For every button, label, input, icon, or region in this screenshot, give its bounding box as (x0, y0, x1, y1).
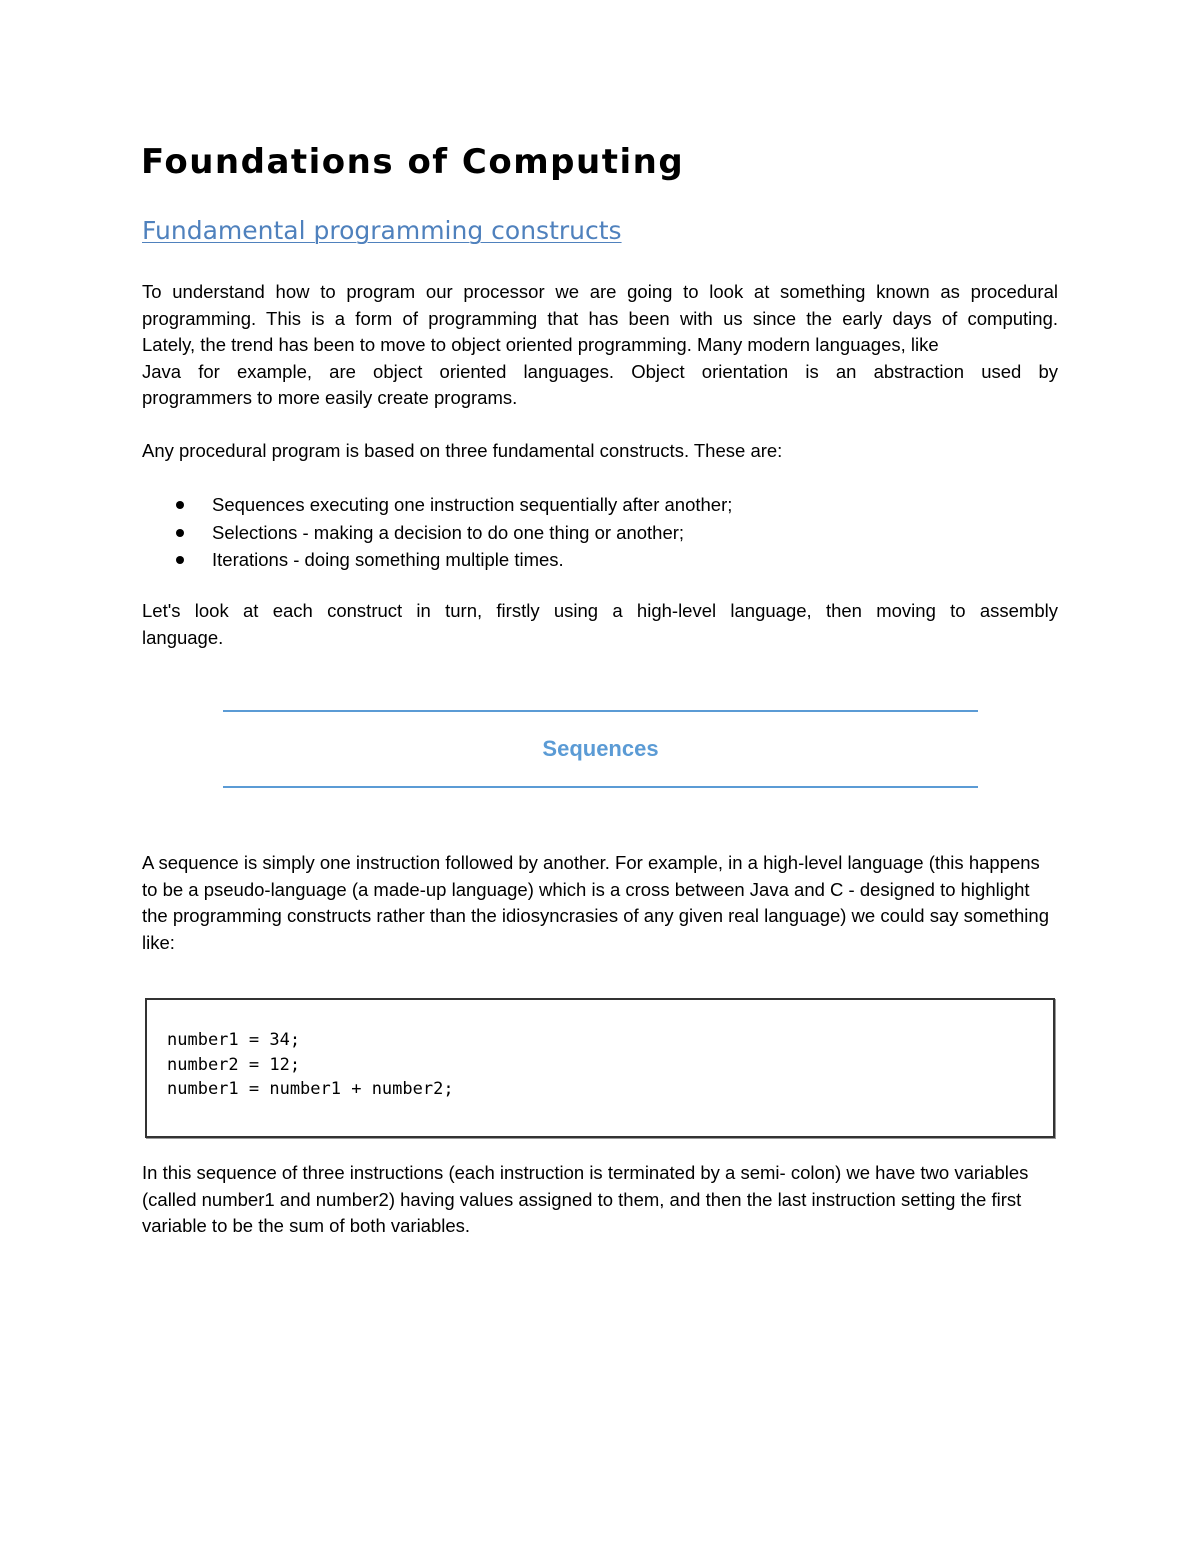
intro-line: Java for example, are object oriented languages. Object orientation is an abstraction used by (142, 360, 1058, 382)
section-divider-bottom (223, 786, 978, 788)
bullet-icon (176, 501, 184, 509)
intro-line: To understand how to program our processor we are going to look at something known as procedural (142, 281, 1058, 302)
code-line: number2 = 12; (167, 1054, 301, 1075)
page-title: Foundations of Computing (141, 142, 685, 182)
bullet-icon (176, 529, 184, 537)
list-item (142, 491, 732, 519)
list-item (142, 546, 732, 574)
explanation-line: setting the first variable to be the sum of both variables. (142, 1188, 1022, 1237)
sequence-line: to highlight the programming constructs rather than the idiosyncrasies of any given real language) we (142, 878, 1030, 927)
subtitle-heading: Fundamental programming constructs (142, 216, 622, 245)
constructs-list (142, 491, 732, 574)
explanation-paragraph (142, 1160, 1058, 1240)
section-heading: Sequences (542, 736, 659, 761)
sequence-line: happens to be a pseudo-language (a made-up language) which is a cross between Java and C - designed (142, 852, 1040, 900)
intro-line: programming. This is a form of programming that has been with us since the early days of computing. (142, 307, 1058, 329)
lead-in-line: Let's look at each construct in turn, firstly using a high-level language, then moving to assembly (142, 600, 1058, 621)
sequence-line: could say something like: (142, 905, 1049, 953)
explanation-line: In this sequence of three instructions (each instruction is terminated by a semi- colon) we have two (142, 1162, 950, 1183)
list-item-text: Selections - making a decision to do one thing or another; (212, 521, 685, 543)
lead-in-paragraph (142, 598, 1058, 651)
intro-line: Lately, the trend has been to move to object oriented programming. Many modern languages, like (142, 334, 939, 356)
code-line: number1 = 34; (167, 1030, 301, 1050)
intro-line: programmers to more easily create programs. (142, 387, 518, 409)
section-divider-top (223, 710, 978, 712)
code-listing (167, 1028, 454, 1102)
explanation-line: variables (called number1 and number2) having values assigned to them, and then the last instruction (142, 1162, 1029, 1210)
intro-paragraph (142, 279, 1058, 412)
constructs-intro: Any procedural program is based on three fundamental constructs. These are: (142, 440, 783, 461)
bullet-icon (176, 556, 184, 564)
list-item-text: Sequences executing one instruction sequentially after another; (212, 494, 733, 515)
sequence-paragraph (142, 850, 1058, 956)
list-item (142, 519, 732, 547)
code-line: number1 = number1 + number2; (167, 1079, 454, 1099)
lead-in-line: language. (142, 626, 224, 648)
code-block (145, 998, 1055, 1138)
sequence-line: A sequence is simply one instruction followed by another. For example, in a high-level language (this (142, 852, 964, 873)
list-item-text: Iterations - doing something multiple times. (212, 549, 564, 570)
